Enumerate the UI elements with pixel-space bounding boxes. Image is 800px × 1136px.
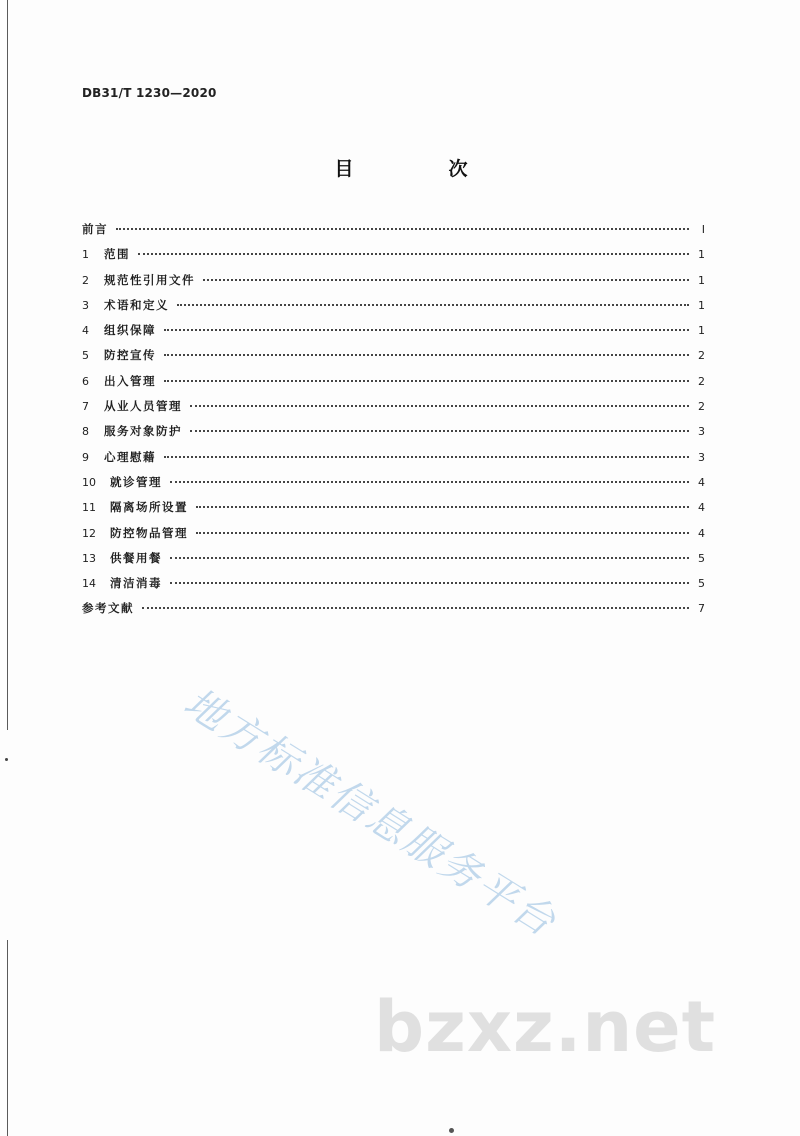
toc-entry-number: 12 — [82, 526, 96, 540]
toc-entry-page: 4 — [698, 475, 705, 489]
watermark-english: bzxz.net — [374, 986, 717, 1068]
toc-entry[interactable] — [82, 499, 705, 524]
toc-entry-label: 组织保障 — [104, 323, 156, 338]
toc-entry-page: 3 — [698, 425, 705, 439]
toc-entry[interactable] — [82, 550, 705, 575]
scan-mark — [5, 758, 8, 761]
toc-entry-label: 出入管理 — [104, 373, 156, 388]
toc-entry-number: 2 — [82, 273, 89, 287]
toc-entry-label: 从业人员管理 — [104, 399, 182, 414]
toc-entry-page: 1 — [698, 248, 705, 262]
toc-entry-label: 防控宣传 — [104, 348, 156, 363]
toc-entry-page: 2 — [698, 400, 705, 414]
toc-entry-number: 9 — [82, 450, 89, 464]
toc-entry-label: 防控物品管理 — [110, 525, 188, 540]
toc-leader-dots — [170, 582, 689, 584]
toc-entry-page: 1 — [698, 324, 705, 338]
toc-entry-page: 7 — [698, 602, 705, 616]
toc-entry[interactable] — [82, 221, 705, 246]
toc-entry-number: 6 — [82, 374, 89, 388]
toc-leader-dots — [164, 380, 689, 382]
toc-entry-number: 3 — [82, 298, 89, 312]
toc-leader-dots — [170, 481, 689, 483]
toc-entry-number: 5 — [82, 349, 89, 363]
toc-entry-page: 5 — [698, 577, 705, 591]
toc-entry-label: 术语和定义 — [104, 297, 169, 312]
table-of-contents — [82, 221, 705, 626]
toc-entry-label: 就诊管理 — [110, 474, 162, 489]
toc-leader-dots — [196, 506, 689, 508]
toc-entry-page: I — [701, 223, 705, 236]
toc-entry[interactable] — [82, 398, 705, 423]
page-title: 目 次 — [334, 158, 506, 180]
toc-leader-dots — [142, 607, 689, 609]
toc-entry-number: 8 — [82, 425, 89, 439]
toc-entry-number: 4 — [82, 324, 89, 338]
toc-leader-dots — [164, 456, 689, 458]
toc-entry-number: 13 — [82, 551, 96, 565]
toc-entry[interactable] — [82, 449, 705, 474]
toc-entry-page: 2 — [698, 349, 705, 363]
toc-entry[interactable] — [82, 347, 705, 372]
toc-entry-number: 10 — [82, 475, 96, 489]
toc-entry-number: 1 — [82, 248, 89, 262]
toc-entry[interactable] — [82, 575, 705, 600]
toc-entry[interactable] — [82, 423, 705, 448]
toc-leader-dots — [138, 253, 689, 255]
toc-entry-label: 供餐用餐 — [110, 550, 162, 565]
toc-entry-page: 5 — [698, 551, 705, 565]
toc-entry-number: 11 — [82, 501, 96, 515]
toc-entry-label: 清洁消毒 — [110, 576, 162, 591]
scan-edge-line — [7, 0, 8, 730]
toc-leader-dots — [196, 532, 689, 534]
toc-leader-dots — [164, 354, 689, 356]
scan-edge-line — [7, 940, 8, 1136]
toc-entry[interactable] — [82, 297, 705, 322]
toc-entry-label: 隔离场所设置 — [110, 500, 188, 515]
toc-entry[interactable] — [82, 600, 705, 625]
toc-entry-page: 1 — [698, 273, 705, 287]
toc-leader-dots — [164, 329, 689, 331]
toc-entry[interactable] — [82, 322, 705, 347]
toc-entry[interactable] — [82, 474, 705, 499]
toc-leader-dots — [170, 557, 689, 559]
watermark-chinese: 地方标准信息服务平台 — [175, 679, 565, 947]
toc-entry-number: 14 — [82, 577, 96, 591]
toc-entry-page: 1 — [698, 298, 705, 312]
toc-entry-page: 4 — [698, 526, 705, 540]
toc-entry[interactable] — [82, 373, 705, 398]
toc-entry-label: 服务对象防护 — [104, 424, 182, 439]
toc-entry-label: 参考文献 — [82, 601, 134, 616]
toc-entry-label: 规范性引用文件 — [104, 272, 195, 287]
toc-entry-label: 前言 — [82, 222, 108, 236]
toc-leader-dots — [203, 279, 689, 281]
toc-entry-page: 3 — [698, 450, 705, 464]
toc-entry[interactable] — [82, 272, 705, 297]
toc-entry[interactable] — [82, 525, 705, 550]
scan-mark — [449, 1128, 454, 1133]
toc-leader-dots — [177, 304, 689, 306]
standard-code: DB31/T 1230—2020 — [82, 86, 217, 100]
toc-leader-dots — [116, 228, 689, 230]
toc-entry-page: 4 — [698, 501, 705, 515]
toc-leader-dots — [190, 405, 689, 407]
toc-entry-number: 7 — [82, 400, 89, 414]
toc-entry-page: 2 — [698, 374, 705, 388]
toc-entry-label: 范围 — [104, 247, 130, 262]
toc-entry-label: 心理慰藉 — [104, 449, 156, 464]
toc-entry[interactable] — [82, 246, 705, 271]
toc-leader-dots — [190, 430, 689, 432]
